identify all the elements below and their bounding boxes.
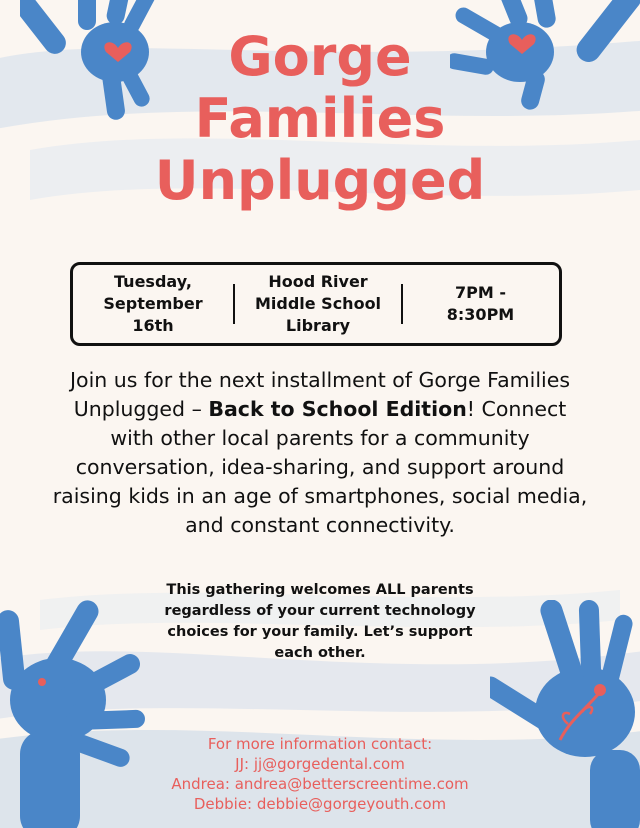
- time-line: 7PM -: [455, 283, 506, 302]
- welcome-note: [150, 580, 490, 664]
- description-highlight: Back to School Edition: [208, 397, 467, 421]
- location-line: Hood River: [268, 272, 368, 291]
- title-line: Gorge: [228, 25, 412, 88]
- location-line: Library: [285, 316, 351, 335]
- event-date: [73, 271, 233, 337]
- contact-debbie: Debbie: debbie@gorgeyouth.com: [193, 795, 447, 813]
- title-line: Unplugged: [154, 149, 486, 212]
- event-time: [403, 282, 558, 326]
- title-line: Families: [194, 87, 446, 150]
- event-location: [235, 271, 401, 337]
- note-line: This gathering welcomes ALL parents: [166, 582, 474, 598]
- event-title: [0, 26, 640, 212]
- date-line: September: [103, 294, 203, 313]
- note-line: choices for your family. Let’s support: [167, 624, 473, 640]
- contact-jj: JJ: jj@gorgedental.com: [235, 755, 405, 773]
- contact-info: [0, 734, 640, 814]
- note-line: regardless of your current technology: [164, 603, 476, 619]
- location-line: Middle School: [254, 294, 382, 313]
- contact-heading: For more information contact:: [207, 735, 433, 753]
- description-text: Join us for the next installment of Gorge Families Unplugged –: [70, 368, 570, 421]
- date-line: Tuesday,: [114, 272, 192, 291]
- note-line: each other.: [274, 645, 366, 661]
- date-line: 16th: [132, 316, 174, 335]
- description-text: ! Connect with other local parents for a community conversation, idea-sharing, and support around raising kids in an age of smartphones, social media, and constant connectivity.: [52, 397, 588, 537]
- event-description: [50, 366, 590, 540]
- event-details-box: [70, 262, 562, 346]
- contact-andrea: Andrea: andrea@betterscreentime.com: [171, 775, 469, 793]
- time-line: 8:30PM: [446, 305, 515, 324]
